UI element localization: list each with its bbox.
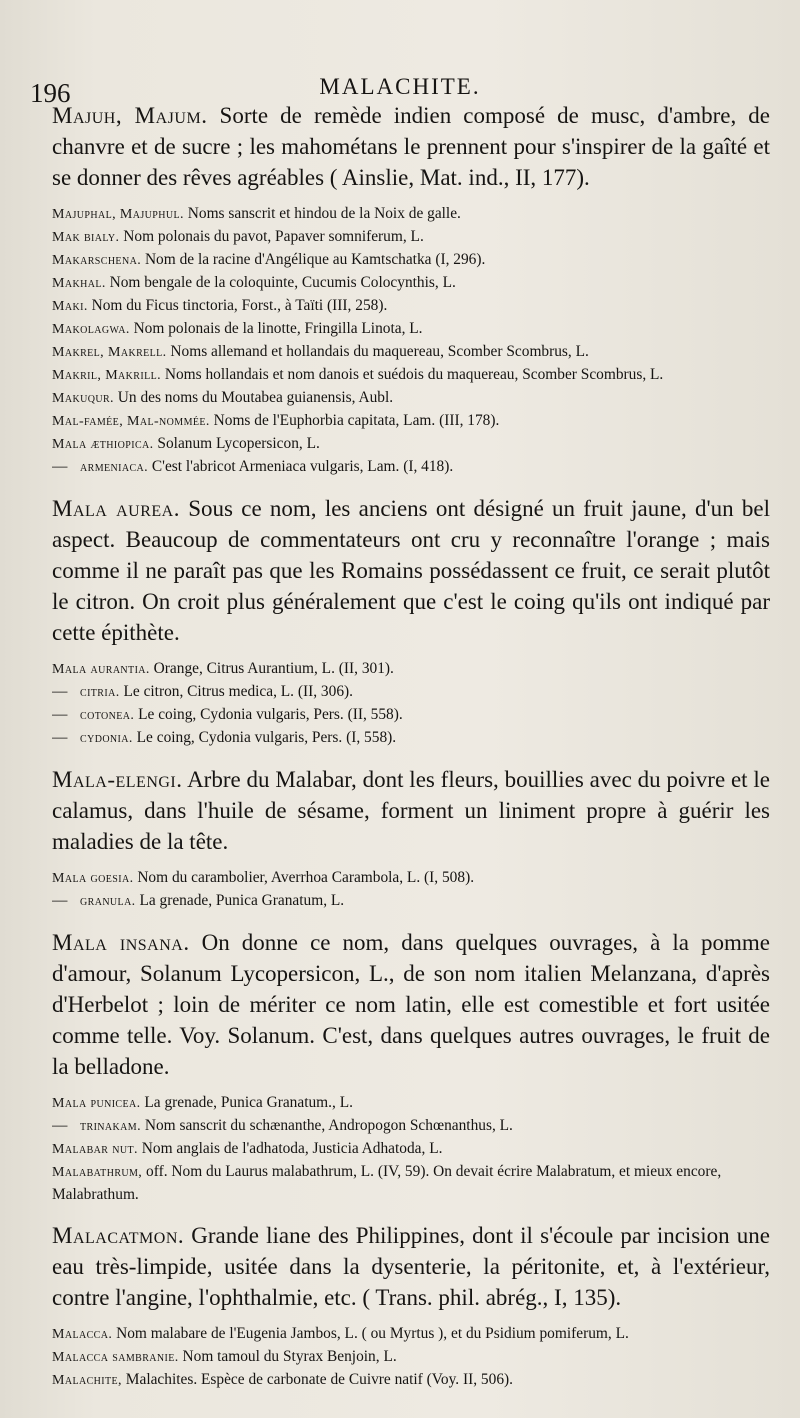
entry-mala-aurea: Mala aurea. Sous ce nom, les anciens ont désigné un fruit jaune, d'un bel aspect. Beaucoup de commentateurs ont cru y reconnaître l'orange ; mais comme il ne paraît pas que les Romains possédassent ce fruit, ce serait plutôt le citron. On croit plus généralement que c'est le coing qu'ils ont indiqué par cette épithète.	[52, 496, 770, 645]
entry-makolagwa: Makolagwa. Nom polonais de la linotte, Fringilla Linota, L.	[52, 320, 423, 337]
entry-trinakam: — trinakam. Nom sanscrit du schænanthe, Andropogon Schœnanthus, L.	[52, 1115, 770, 1138]
entry-makuqur: Makuqur. Un des noms du Moutabea guianensis, Aubl.	[52, 389, 394, 406]
entry-mala-elengi: Mala-elengi. Arbre du Malabar, dont les fleurs, bouillies avec du poivre et le calamus, dans l'huile de sésame, forment un liniment propre à guérir les maladies de la tête.	[52, 767, 770, 854]
entry-armeniaca: — armeniaca. C'est l'abricot Armeniaca vulgaris, Lam. (I, 418).	[52, 456, 770, 479]
text-column	[52, 100, 770, 1392]
dash-mark: —	[52, 1117, 68, 1134]
entry-makril: Makril, Makrill. Noms hollandais et nom danois et suédois du maquereau, Scomber Scombrus, L.	[52, 366, 664, 383]
entry-mala-aethiopica: Mala æthiopica. Solanum Lycopersicon, L.	[52, 435, 320, 452]
entry-malacca-sambranie: Malacca sambranie. Nom tamoul du Styrax Benjoin, L.	[52, 1348, 397, 1365]
entry-makbialy: Mak bialy. Nom polonais du pavot, Papaver somniferum, L.	[52, 228, 424, 245]
dash-mark: —	[52, 892, 68, 909]
running-head: MALACHITE.	[319, 74, 481, 99]
entry-mala-aurantia: Mala aurantia. Orange, Citrus Aurantium, L. (II, 301).	[52, 660, 394, 677]
dash-mark: —	[52, 706, 68, 723]
entry-makhal: Makhal. Nom bengale de la coloquinte, Cucumis Colocynthis, L.	[52, 274, 456, 291]
entry-malfamee: Mal-famée, Mal-nommée. Noms de l'Euphorbia capitata, Lam. (III, 178).	[52, 412, 500, 429]
entry-cydonia: — cydonia. Le coing, Cydonia vulgaris, Pers. (I, 558).	[52, 727, 770, 750]
entry-granula: — granula. La grenade, Punica Granatum, L.	[52, 890, 770, 913]
entry-makarschena: Makarschena. Nom de la racine d'Angélique au Kamtschatka (I, 296).	[52, 251, 486, 268]
dash-mark: —	[52, 683, 68, 700]
entry-citria: — citria. Le citron, Citrus medica, L. (II, 306).	[52, 681, 770, 704]
entry-malabar-nut: Malabar nut. Nom anglais de l'adhatoda, Justicia Adhatoda, L.	[52, 1140, 443, 1157]
dash-mark: —	[52, 729, 68, 746]
dash-mark: —	[52, 458, 68, 475]
entry-malacatmon: Malacatmon. Grande liane des Philippines, dont il s'écoule par incision une eau très-limpide, usitée dans la dysenterie, la péritonite, et, à l'extérieur, contre l'angine, l'ophthalmie, etc. ( Trans. phil. abrég., I, 135).	[52, 1223, 770, 1310]
entry-mala-punicea: Mala punicea. La grenade, Punica Granatum., L.	[52, 1094, 353, 1111]
entry-malabathrum: Malabathrum, off. Nom du Laurus malabathrum, L. (IV, 59). On devait écrire Malabratum, et mieux encore, Malabrathum.	[52, 1163, 722, 1203]
entry-makrel: Makrel, Makrell. Noms allemand et hollandais du maquereau, Scomber Scombrus, L.	[52, 343, 589, 360]
entry-malacca: Malacca. Nom malabare de l'Eugenia Jambos, L. ( ou Myrtus ), et du Psidium pomiferum, L.	[52, 1325, 629, 1342]
entry-mala-goesia: Mala goesia. Nom du carambolier, Averrhoa Carambola, L. (I, 508).	[52, 869, 475, 886]
entry-majuphal: Majuphal, Majuphul. Noms sanscrit et hindou de la Noix de galle.	[52, 205, 461, 222]
entry-majuh: Majuh, Majum. Sorte de remède indien composé de musc, d'ambre, de chanvre et de sucre ; les mahométans le prennent pour s'inspirer de la gaîté et se donner des rêves agréables ( Ainslie, Mat. ind., II, 177).	[52, 103, 770, 190]
entry-maki: Maki. Nom du Ficus tinctoria, Forst., à Taïti (III, 258).	[52, 297, 388, 314]
entry-cotonea: — cotonea. Le coing, Cydonia vulgaris, Pers. (II, 558).	[52, 704, 770, 727]
entry-malachite: Malachite, Malachites. Espèce de carbonate de Cuivre natif (Voy. II, 506).	[52, 1371, 513, 1388]
page-number: 196	[30, 78, 71, 108]
entry-mala-insana: Mala insana. On donne ce nom, dans quelques ouvrages, à la pomme d'amour, Solanum Lycopersicon, L., de son nom italien Melanzana, d'après d'Herbelot ; loin de mériter ce nom latin, elle est comestible et fort usitée comme telle. Voy. Solanum. C'est, dans quelques autres ouvrages, le fruit de la belladone.	[52, 930, 770, 1079]
